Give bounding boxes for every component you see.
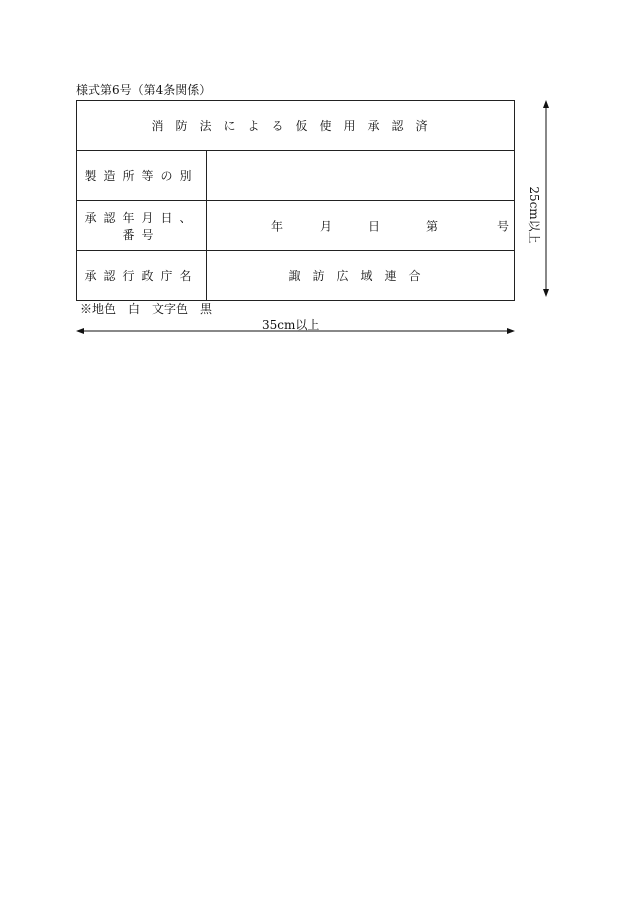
color-note: ※地色 白 文字色 黒: [80, 302, 213, 316]
authority-value: 諏訪広域連合: [207, 251, 515, 301]
number-prefix: 第: [426, 219, 439, 233]
form-number-label: 様式第6号（第4条関係）: [76, 83, 212, 97]
height-dimension-arrow: [543, 100, 549, 297]
authority-label: 承認行政庁名: [77, 251, 207, 301]
number-suffix: 号: [497, 219, 510, 233]
width-dimension-label: 35cm以上: [262, 318, 320, 332]
height-dimension-label: 25cm以上: [527, 186, 541, 244]
date-year-unit: 年: [271, 219, 284, 233]
date-month-unit: 月: [320, 219, 333, 233]
date-day-unit: 日: [368, 219, 381, 233]
sign-title: 消防法による仮使用承認済: [77, 101, 515, 151]
facility-type-label: 製造所等の別: [77, 151, 207, 201]
approval-date-label: 承認年月日、番号: [77, 201, 207, 251]
